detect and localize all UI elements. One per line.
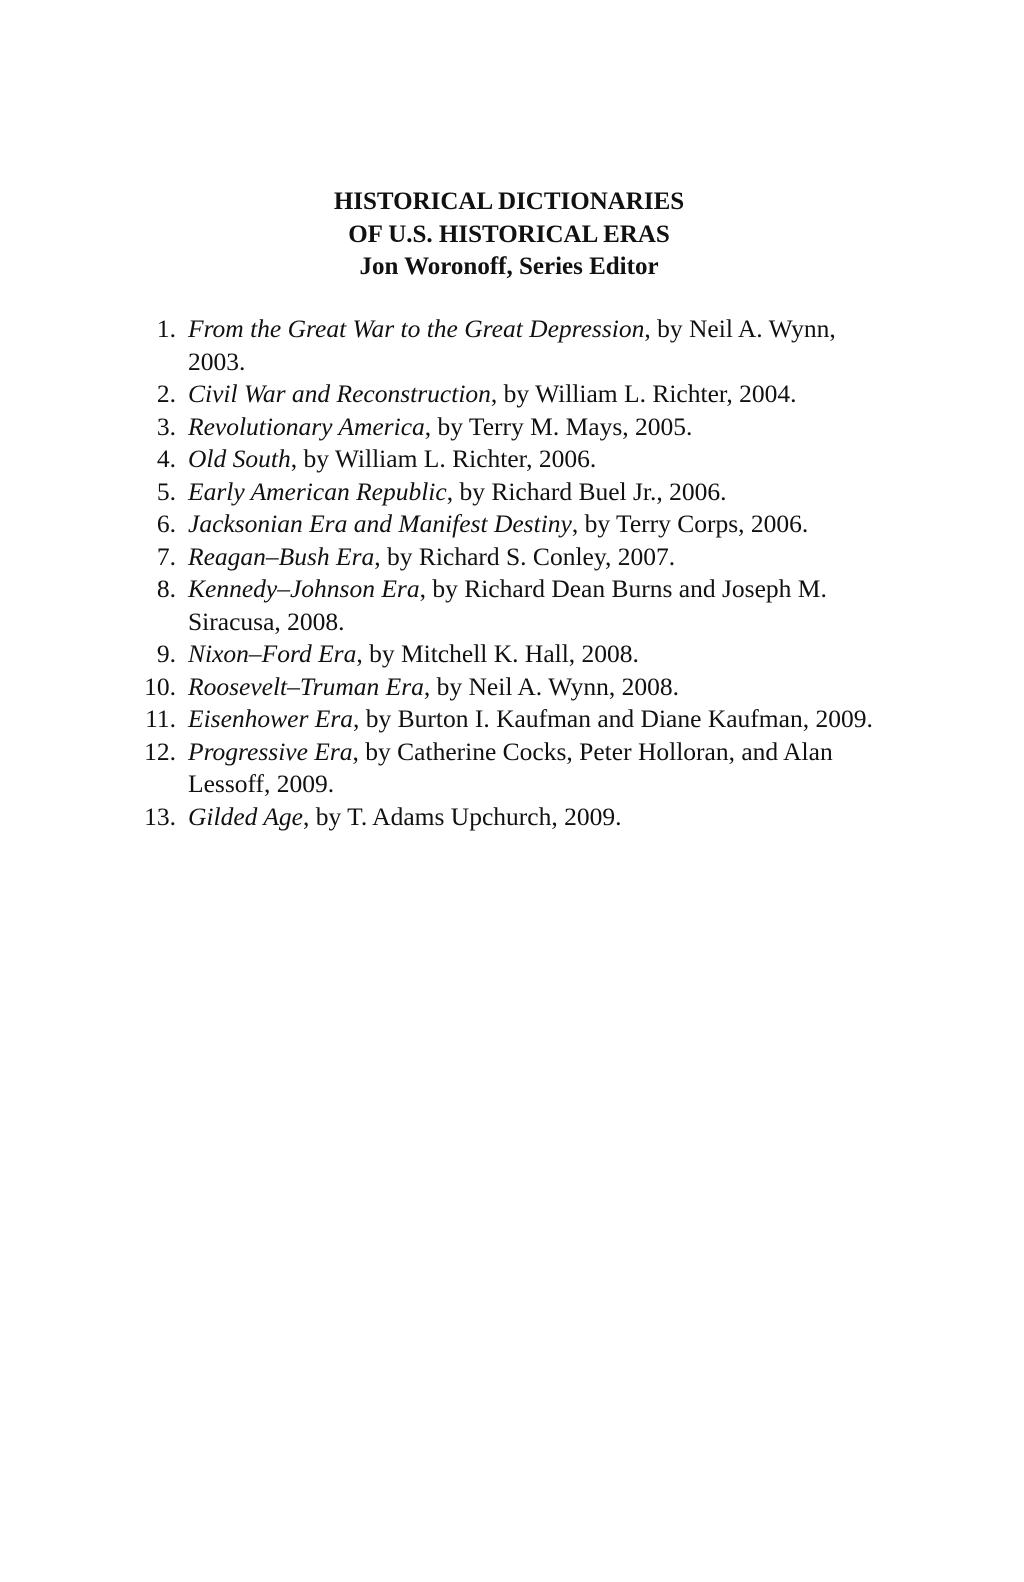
list-item-number: 1. <box>156 314 176 343</box>
list-item <box>132 703 892 736</box>
book-author-year: , by William L. Richter, 2004. <box>490 379 797 408</box>
book-author-year: , by William L. Richter, 2006. <box>290 444 597 473</box>
series-title-line-2: OF U.S. HISTORICAL ERAS <box>348 220 670 248</box>
book-title: Roosevelt–Truman Era <box>188 671 424 701</box>
series-header <box>0 186 1018 284</box>
book-title: Reagan–Bush Era <box>188 541 375 571</box>
list-item <box>132 736 892 801</box>
book-title: From the Great War to the Great Depression <box>188 314 645 343</box>
list-item-number: 8. <box>156 574 176 603</box>
list-item <box>132 573 892 638</box>
list-item <box>132 411 892 444</box>
list-item <box>132 313 892 378</box>
list-item-number: 3. <box>156 411 176 441</box>
book-author-year: , by Richard S. Conley, 2007. <box>374 541 676 571</box>
book-title: Eisenhower Era <box>188 704 354 733</box>
book-author-year: , by Terry M. Mays, 2005. <box>424 411 693 441</box>
list-item <box>132 476 892 509</box>
book-author-year: , by Richard Dean Burns and Joseph M. Siracusa, 2008. <box>188 574 827 636</box>
book-title: Progressive Era <box>188 736 353 766</box>
book-title: Gilded Age <box>188 801 303 831</box>
book-title: Early American Republic <box>188 476 447 506</box>
book-author-year: , by Neil A. Wynn, 2003. <box>188 314 836 376</box>
list-item-number: 10. <box>144 671 176 701</box>
list-item-number: 5. <box>156 476 176 506</box>
list-item-number: 2. <box>156 379 176 408</box>
list-item-number: 4. <box>156 444 176 473</box>
book-author-year: , by Neil A. Wynn, 2008. <box>423 671 679 701</box>
list-item <box>132 541 892 574</box>
list-item-number: 6. <box>156 509 176 538</box>
book-title: Civil War and Reconstruction <box>188 379 491 408</box>
book-title: Revolutionary America <box>188 411 425 441</box>
book-author-year: , by Burton I. Kaufman and Diane Kaufman, 2009. <box>353 704 873 733</box>
book-author-year: , by Mitchell K. Hall, 2008. <box>356 639 639 668</box>
list-item <box>132 508 892 541</box>
list-item-number: 7. <box>156 541 176 571</box>
list-item <box>132 378 892 411</box>
list-item <box>132 801 892 834</box>
list-item-number: 12. <box>144 736 176 766</box>
book-title: Nixon–Ford Era <box>188 639 357 668</box>
book-author-year: , by Richard Buel Jr., 2006. <box>446 476 727 506</box>
book-title: Jacksonian Era and Manifest Destiny <box>188 509 572 538</box>
list-item-number: 13. <box>144 801 176 831</box>
book-title: Old South <box>188 444 291 473</box>
list-item <box>132 443 892 476</box>
list-item <box>132 638 892 671</box>
book-author-year: , by Catherine Cocks, Peter Holloran, and Alan Lessoff, 2009. <box>188 736 833 798</box>
series-list <box>132 313 892 833</box>
list-item-number: 9. <box>156 639 176 668</box>
book-author-year: , by Terry Corps, 2006. <box>571 509 809 538</box>
list-item-number: 11. <box>145 704 176 733</box>
series-editor: Jon Woronoff, Series Editor <box>359 253 659 280</box>
series-title-line-1: HISTORICAL DICTIONARIES <box>333 188 685 215</box>
list-item <box>132 671 892 704</box>
book-title: Kennedy–Johnson Era <box>188 574 420 603</box>
book-author-year: , by T. Adams Upchurch, 2009. <box>302 801 622 831</box>
